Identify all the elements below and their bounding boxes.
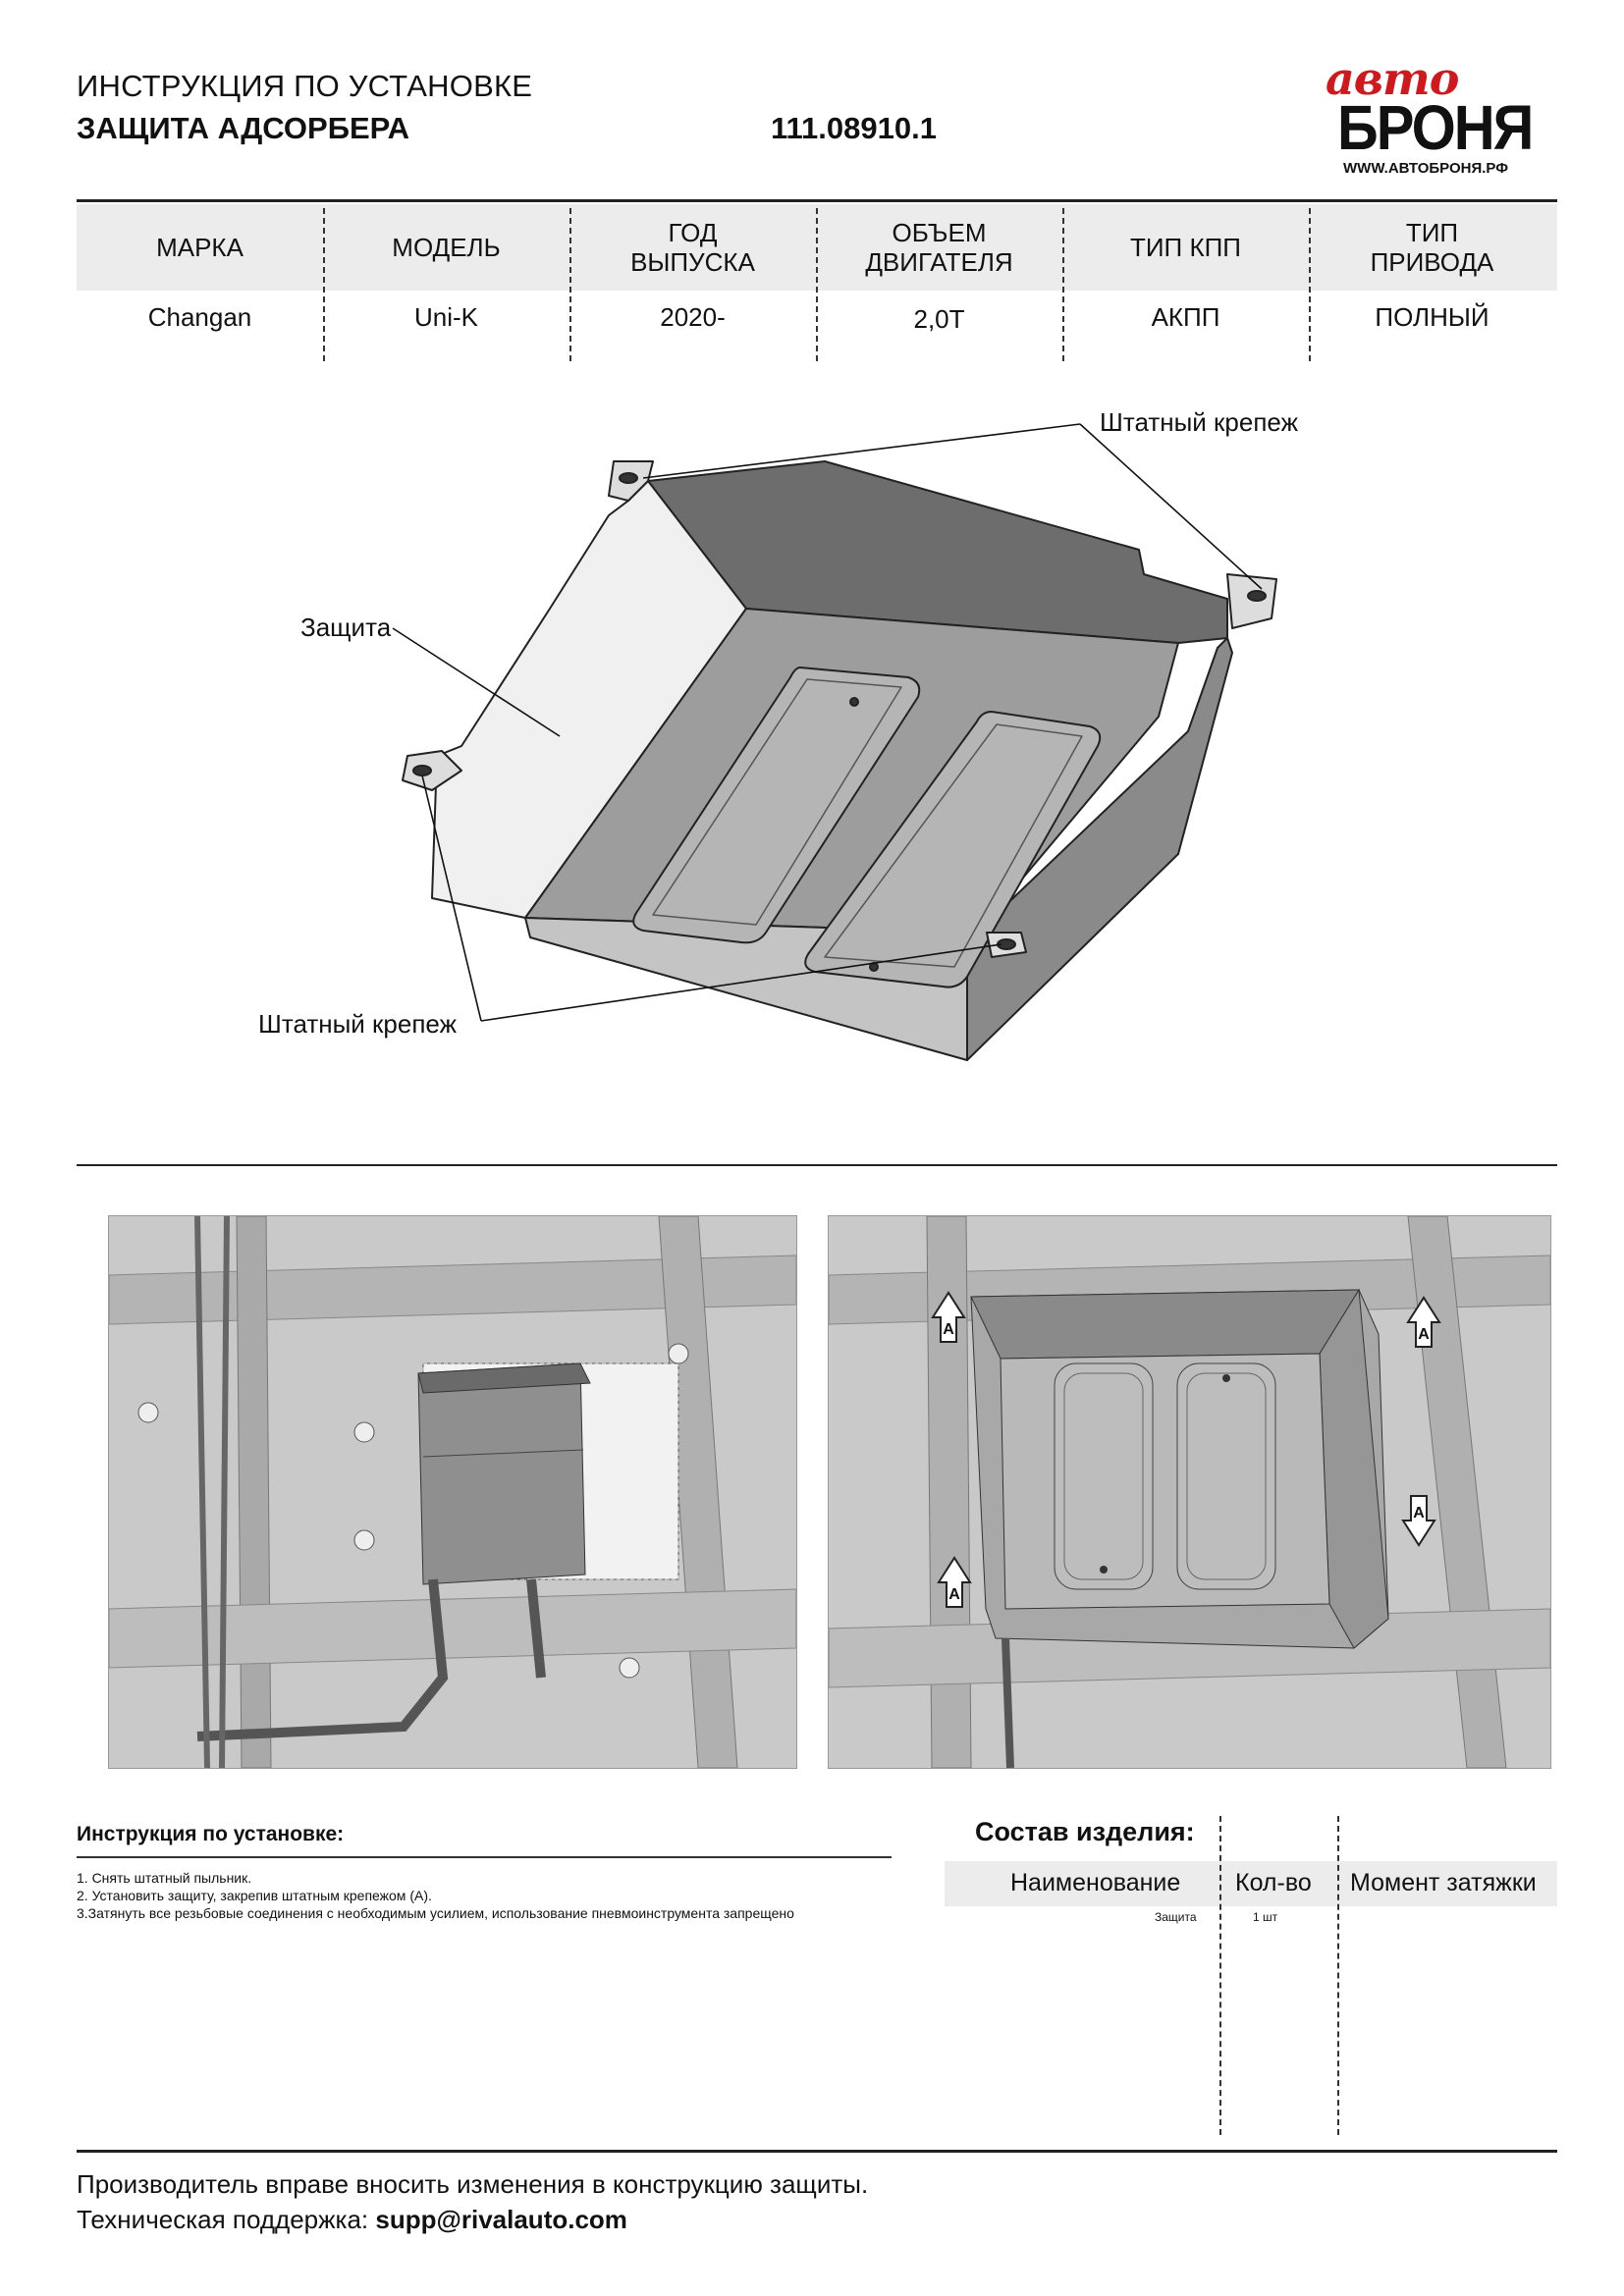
instruction-step: 3.Затянуть все резьбовые соединения с необходимым усилием, использование пневмоинструмента запрещено xyxy=(77,1905,794,1921)
label-standard-fastener-top: Штатный крепеж xyxy=(1100,407,1298,437)
spec-value-model: Uni-K xyxy=(413,302,478,332)
logo-url: WWW.АВТОБРОНЯ.РФ xyxy=(1343,160,1509,177)
spec-value-drive: ПОЛНЫЙ xyxy=(1375,302,1489,332)
composition-header-torque: Момент затяжки xyxy=(1350,1869,1537,1896)
logo-main-text: БРОНЯ xyxy=(1337,92,1533,164)
spec-value-engine: 2,0T xyxy=(913,304,965,334)
header-divider xyxy=(77,199,1557,202)
instruction-step: 2. Установить защиту, закрепив штатным крепежом (А). xyxy=(77,1888,432,1903)
photo-before-installation xyxy=(108,1215,797,1769)
label-guard: Защита xyxy=(300,613,392,642)
spec-header-year: ГОД ВЫПУСКА xyxy=(630,218,755,277)
footer-disclaimer: Производитель вправе вносить изменения в конструкцию защиты. xyxy=(77,2169,869,2199)
spec-value-transmission: АКПП xyxy=(1151,302,1220,332)
photo-after-installation xyxy=(828,1215,1551,1769)
composition-item-name: Защита xyxy=(1155,1910,1197,1924)
instructions-divider xyxy=(77,1856,892,1858)
composition-title: Состав изделия: xyxy=(975,1817,1195,1846)
logo-script-text: авто xyxy=(1326,52,1459,105)
spec-value-make: Changan xyxy=(147,302,252,332)
marker-a-label: A xyxy=(1418,1326,1430,1343)
support-email[interactable]: supp@rivalauto.com xyxy=(375,2205,627,2234)
column-divider xyxy=(1337,1816,1339,2135)
instruction-step: 1. Снять штатный пыльник. xyxy=(77,1870,252,1886)
footer-divider xyxy=(77,2150,1557,2153)
column-divider xyxy=(1309,208,1311,361)
support-label: Техническая поддержка: xyxy=(77,2205,369,2234)
section-divider xyxy=(77,1164,1557,1166)
column-divider xyxy=(569,208,571,361)
spec-header-drive: ТИП ПРИВОДА xyxy=(1370,218,1494,277)
composition-header-name: Наименование xyxy=(1010,1869,1181,1896)
instructions-title: Инструкция по установке: xyxy=(77,1823,345,1845)
vehicle-spec-table xyxy=(77,204,1557,361)
part-number: 111.08910.1 xyxy=(771,111,937,145)
mounting-tab xyxy=(1227,574,1276,628)
brand-logo xyxy=(1296,44,1561,182)
marker-a-label: A xyxy=(943,1321,954,1338)
column-divider xyxy=(1219,1816,1221,2135)
spec-header-make: МАРКА xyxy=(156,233,244,262)
footer-support xyxy=(77,2205,627,2235)
composition-item-qty: 1 шт xyxy=(1253,1910,1278,1924)
label-standard-fastener-bottom: Штатный крепеж xyxy=(258,1009,457,1039)
marker-a-label: A xyxy=(1413,1505,1425,1522)
spec-value-year: 2020- xyxy=(660,302,726,332)
spec-header-model: МОДЕЛЬ xyxy=(392,233,501,262)
column-divider xyxy=(816,208,818,361)
marker-a-label: A xyxy=(948,1586,960,1603)
spec-header-engine: ОБЪЕМ ДВИГАТЕЛЯ xyxy=(865,218,1013,277)
document-title: ИНСТРУКЦИЯ ПО УСТАНОВКЕ xyxy=(77,69,533,103)
composition-header-qty: Кол-во xyxy=(1235,1869,1312,1896)
leader-line xyxy=(643,424,1080,478)
adsorber-canister xyxy=(418,1363,585,1584)
column-divider xyxy=(1062,208,1064,361)
guard-drawing xyxy=(0,373,1624,1119)
column-divider xyxy=(323,208,325,361)
product-title: ЗАЩИТА АДСОРБЕРА xyxy=(77,111,409,145)
spec-header-transmission: ТИП КПП xyxy=(1129,233,1241,262)
instructions-steps xyxy=(77,1869,823,1922)
